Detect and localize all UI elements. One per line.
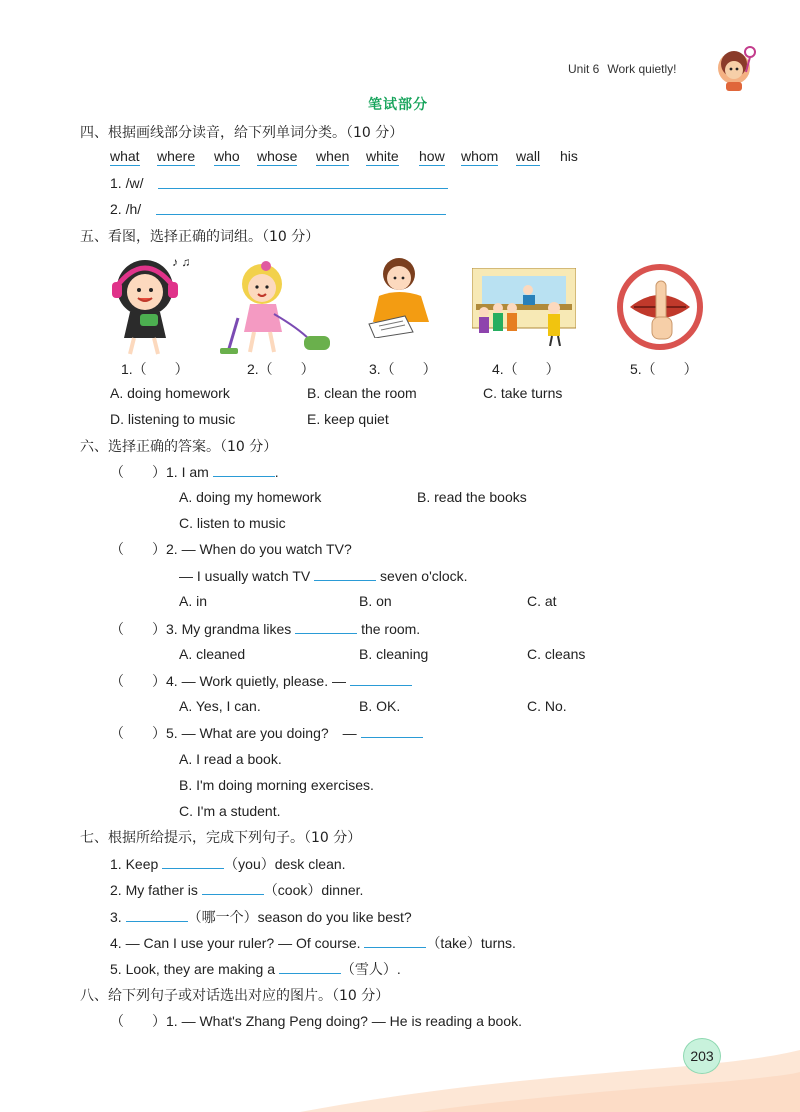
- answer-blank[interactable]: [162, 854, 224, 869]
- picture-label-5: 5.（ ）: [630, 361, 698, 377]
- girl-cleaning-picture: [218, 258, 338, 358]
- picture-label-4: 4.（ ）: [492, 361, 560, 377]
- q7-heading: 七、根据所给提示，完成下列句子。（10 分）: [80, 830, 362, 846]
- answer-blank[interactable]: [158, 188, 448, 189]
- q6-item-3: （ ）3. My grandma likes the room.: [110, 621, 421, 637]
- word: where: [157, 148, 196, 164]
- word: when: [316, 148, 350, 164]
- word: what: [110, 148, 140, 164]
- q4-item-1: 1. /w/: [110, 175, 144, 191]
- q7-item-2: 2. My father is （cook）dinner.: [110, 882, 364, 898]
- q7-item-3: 3. （哪一个）season do you like best?: [110, 909, 412, 925]
- answer-blank[interactable]: [126, 907, 188, 922]
- option: C. No.: [527, 698, 567, 714]
- option: B. read the books: [417, 489, 527, 505]
- q8-item-1: （ ）1. — What's Zhang Peng doing? — He is reading a book.: [110, 1013, 522, 1029]
- option: A. doing homework: [110, 385, 230, 401]
- option: C. take turns: [483, 385, 563, 401]
- q6-item-2-line2: — I usually watch TV seven o'clock.: [179, 568, 468, 584]
- option: B. on: [359, 593, 392, 609]
- option: A. cleaned: [179, 646, 246, 662]
- word: white: [366, 148, 399, 164]
- option: B. I'm doing morning exercises.: [179, 777, 374, 793]
- word: who: [214, 148, 240, 164]
- picture-label-2: 2.（ ）: [247, 361, 315, 377]
- answer-blank[interactable]: [295, 619, 357, 634]
- option: D. listening to music: [110, 411, 236, 427]
- answer-blank[interactable]: [364, 933, 426, 948]
- page-number-badge: 203: [683, 1038, 721, 1074]
- keep-quiet-sign-icon: [616, 263, 704, 351]
- q7-item-5: 5. Look, they are making a （雪人）.: [110, 961, 401, 977]
- option: B. OK.: [359, 698, 401, 714]
- q4-heading: 四、根据画线部分读音，给下列单词分类。（10 分）: [80, 125, 404, 141]
- option: C. at: [527, 593, 557, 609]
- q7-item-1: 1. Keep （you）desk clean.: [110, 856, 346, 872]
- option: B. cleaning: [359, 646, 429, 662]
- answer-blank[interactable]: [361, 723, 423, 738]
- picture-label-3: 3.（ ）: [369, 361, 437, 377]
- answer-blank[interactable]: [279, 959, 341, 974]
- q6-item-5: （ ）5. — What are you doing? —: [110, 723, 423, 742]
- option: B. clean the room: [307, 385, 417, 401]
- girl-headphones-picture: [100, 252, 200, 358]
- q8-heading: 八、给下列句子或对话选出对应的图片。（10 分）: [80, 988, 390, 1004]
- taking-turns-picture: [472, 268, 576, 346]
- q6-item-2: （ ）2. — When do you watch TV?: [110, 541, 352, 557]
- q7-item-4: 4. — Can I use your ruler? — Of course. （take）turns.: [110, 935, 516, 951]
- answer-blank[interactable]: [314, 566, 376, 581]
- q6-item-1: （ ）1. I am .: [110, 464, 279, 480]
- word: his: [560, 148, 578, 164]
- option: A. Yes, I can.: [179, 698, 261, 714]
- q6-heading: 六、选择正确的答案。（10 分）: [80, 439, 278, 455]
- section-title: 笔试部分: [368, 97, 428, 113]
- answer-blank[interactable]: [350, 671, 412, 686]
- answer-blank[interactable]: [213, 462, 275, 477]
- option: A. in: [179, 593, 208, 609]
- q6-item-4: （ ）4. — Work quietly, please. —: [110, 671, 412, 690]
- option: C. listen to music: [179, 515, 286, 531]
- word: how: [419, 148, 445, 164]
- option: A. I read a book.: [179, 751, 282, 767]
- mascot-icon: [712, 42, 758, 92]
- bottom-wave-decoration: [0, 1020, 800, 1112]
- picture-label-1: 1.（ ）: [121, 361, 189, 377]
- option: C. I'm a student.: [179, 803, 281, 819]
- answer-blank[interactable]: [156, 214, 446, 215]
- word: whom: [461, 148, 499, 164]
- q5-heading: 五、看图，选择正确的词组。（10 分）: [80, 229, 320, 245]
- option: A. doing my homework: [179, 489, 322, 505]
- option: C. cleans: [527, 646, 586, 662]
- answer-blank[interactable]: [202, 880, 264, 895]
- boy-homework-picture: [365, 252, 437, 338]
- q4-item-2: 2. /h/: [110, 201, 142, 217]
- word: whose: [257, 148, 298, 164]
- option: E. keep quiet: [307, 411, 389, 427]
- svg-text:♪ ♫: ♪ ♫: [172, 255, 191, 269]
- word: wall: [516, 148, 541, 164]
- unit-label: Unit 6 Work quietly!: [568, 62, 677, 76]
